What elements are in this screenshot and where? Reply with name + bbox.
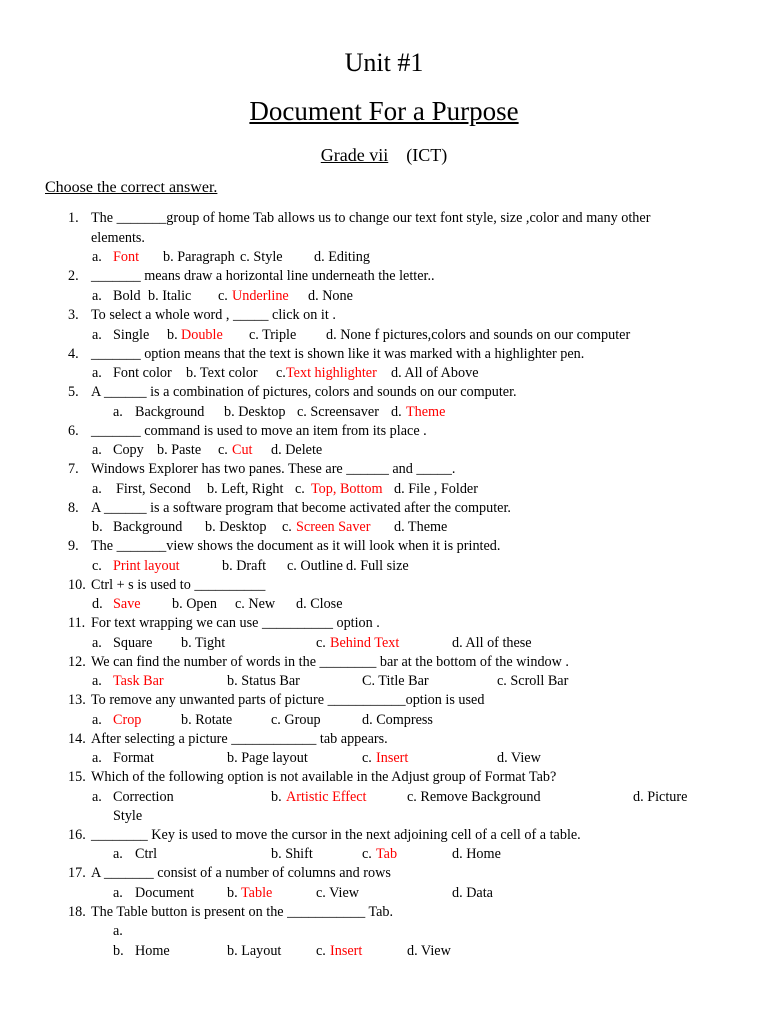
answer-option: Bold: [113, 288, 141, 304]
answer-option: d. Delete: [271, 442, 323, 458]
answer-option: c.: [362, 750, 372, 766]
answer-option: d. Editing: [314, 249, 370, 265]
answer-option: c. Remove Background: [407, 789, 541, 805]
option-label: a.: [92, 365, 102, 381]
correct-answer: Table: [241, 885, 273, 901]
question-number: 16.: [68, 827, 86, 843]
option-label: a.: [92, 327, 102, 343]
answer-option: b. Page layout: [227, 750, 308, 766]
question-number: 1.: [68, 210, 79, 226]
answer-option: c.: [218, 288, 228, 304]
answer-option: b. Left, Right: [207, 481, 284, 497]
subject-label: (ICT): [406, 145, 448, 165]
question-text: _______ option means that the text is shown like it was marked with a highlighter pen.: [91, 346, 585, 362]
answer-option: d. None: [308, 288, 353, 304]
answer-option: Background: [113, 519, 183, 535]
correct-answer: Crop: [113, 712, 142, 728]
option-label: a.: [92, 288, 102, 304]
answer-option: c.: [316, 635, 326, 651]
question-text: The _______group of home Tab allows us to change our text font style, size ,color and many other: [91, 210, 651, 226]
answer-option: c. Triple: [249, 327, 297, 343]
answer-option: Background: [135, 404, 205, 420]
question-text: Windows Explorer has two panes. These are ______ and _____.: [91, 461, 456, 477]
question-text: We can find the number of words in the ________ bar at the bottom of the window .: [91, 654, 569, 670]
answer-option: Ctrl: [135, 846, 158, 862]
answer-option: d. View: [407, 943, 451, 959]
answer-option: b. Layout: [227, 943, 282, 959]
answer-option: b. Text color: [186, 365, 258, 381]
answer-option: c. Group: [271, 712, 321, 728]
question-text: To select a whole word , _____ click on it .: [91, 307, 336, 323]
answer-option: c.: [316, 943, 326, 959]
question-number: 3.: [68, 307, 79, 323]
answer-option: c.: [276, 365, 286, 381]
question-text: To remove any unwanted parts of picture ___________option is used: [91, 692, 485, 708]
answer-option: Document: [135, 885, 195, 901]
option-label: b.: [113, 943, 124, 959]
correct-answer: Insert: [376, 750, 409, 766]
answer-option: b. Desktop: [205, 519, 267, 535]
instruction: Choose the correct answer.: [45, 179, 218, 196]
correct-answer: Double: [181, 327, 223, 343]
question-text: _______ command is used to move an item from its place .: [91, 423, 427, 439]
option-label: a.: [92, 789, 102, 805]
option-label: a.: [113, 923, 123, 939]
answer-option: b. Open: [172, 596, 217, 612]
answer-option: b. Status Bar: [227, 673, 300, 689]
correct-answer: Insert: [330, 943, 363, 959]
document-title: Document For a Purpose: [249, 96, 519, 126]
question-number: 7.: [68, 461, 79, 477]
question-text: For text wrapping we can use __________ option .: [91, 615, 380, 631]
question-text: ________ Key is used to move the cursor in the next adjoining cell of a cell of a table.: [91, 827, 581, 843]
question-text: A ______ is a software program that become activated after the computer.: [91, 500, 511, 516]
unit-heading: Unit #1: [344, 48, 424, 77]
option-label: a.: [113, 885, 123, 901]
answer-option: c. Outline: [287, 558, 343, 574]
correct-answer: Artistic Effect: [286, 789, 367, 805]
question-number: 14.: [68, 731, 86, 747]
answer-option: d. File , Folder: [394, 481, 478, 497]
correct-answer: Cut: [232, 442, 253, 458]
option-label: a.: [92, 750, 102, 766]
answer-option: C. Title Bar: [362, 673, 429, 689]
question-text: Ctrl + s is used to __________: [91, 577, 266, 593]
correct-answer: Underline: [232, 288, 289, 304]
answer-option: b. Italic: [148, 288, 192, 304]
correct-answer: Screen Saver: [296, 519, 371, 535]
answer-option: c. View: [316, 885, 360, 901]
answer-option: b. Tight: [181, 635, 226, 651]
answer-option: d. Data: [452, 885, 493, 901]
answer-option: Square: [113, 635, 153, 651]
answer-option: c. Style: [240, 249, 283, 265]
question-text: A _______ consist of a number of columns and rows: [91, 865, 391, 881]
correct-answer: Behind Text: [330, 635, 400, 651]
answer-option: c. New: [235, 596, 276, 612]
question-number: 15.: [68, 769, 86, 785]
answer-option: d. All of Above: [391, 365, 479, 381]
option-label: a.: [92, 249, 102, 265]
option-label: c.: [92, 558, 102, 574]
answer-option: Copy: [113, 442, 144, 458]
answer-option: d. None f pictures,colors and sounds on our computer: [326, 327, 631, 343]
answer-option: Correction: [113, 789, 174, 805]
answer-option: First, Second: [116, 481, 191, 497]
option-label: a.: [113, 404, 123, 420]
question-text: The Table button is present on the ___________ Tab.: [91, 904, 394, 920]
question-number: 17.: [68, 865, 86, 881]
option-label: a.: [92, 712, 102, 728]
question-text: Which of the following option is not available in the Adjust group of Format Tab?: [91, 769, 557, 785]
question-text: A ______ is a combination of pictures, colors and sounds on our computer.: [91, 384, 517, 400]
answer-option: d. Compress: [362, 712, 433, 728]
option-label: a.: [92, 635, 102, 651]
answer-option: d. Full size: [346, 558, 409, 574]
question-text: _______ means draw a horizontal line underneath the letter..: [91, 268, 435, 284]
answer-option: d. View: [497, 750, 541, 766]
correct-answer: Print layout: [113, 558, 180, 574]
question-text: The _______view shows the document as it will look when it is printed.: [91, 538, 501, 554]
answer-option: Font color: [113, 365, 172, 381]
grade-label: Grade vii: [320, 145, 389, 165]
correct-answer: Save: [113, 596, 141, 612]
option-label: a.: [92, 673, 102, 689]
answer-option: b.: [167, 327, 178, 343]
correct-answer: Task Bar: [113, 673, 164, 689]
answer-option: d. Picture: [633, 789, 688, 805]
answer-option: c.: [218, 442, 228, 458]
answer-option: b. Shift: [271, 846, 313, 862]
answer-option: b.: [227, 885, 238, 901]
answer-option: b. Paragraph: [163, 249, 235, 265]
question-number: 9.: [68, 538, 79, 554]
option-label: a.: [92, 481, 102, 497]
option-label: a.: [113, 846, 123, 862]
answer-option: b. Draft: [222, 558, 267, 574]
answer-option: c. Screensaver: [297, 404, 379, 420]
correct-answer: Text highlighter: [286, 365, 377, 381]
answer-option: c.: [362, 846, 372, 862]
question-text-continued: elements.: [91, 230, 145, 246]
question-number: 13.: [68, 692, 86, 708]
answer-option: d. Theme: [394, 519, 448, 535]
question-number: 4.: [68, 346, 79, 362]
correct-answer: Font: [113, 249, 140, 265]
answer-option: Format: [113, 750, 154, 766]
correct-answer: Theme: [406, 404, 446, 420]
question-number: 6.: [68, 423, 79, 439]
answer-option-continued: Style: [113, 808, 143, 824]
correct-answer: Top, Bottom: [311, 481, 383, 497]
answer-option: b. Paste: [157, 442, 202, 458]
question-text: After selecting a picture ____________ tab appears.: [91, 731, 388, 747]
question-number: 10.: [68, 577, 86, 593]
answer-option: b. Desktop: [224, 404, 286, 420]
answer-option: b.: [271, 789, 282, 805]
question-number: 18.: [68, 904, 86, 920]
question-number: 8.: [68, 500, 79, 516]
question-number: 12.: [68, 654, 86, 670]
answer-option: Single: [113, 327, 150, 343]
answer-option: d. Close: [296, 596, 343, 612]
answer-option: d.: [391, 404, 402, 420]
answer-option: c.: [282, 519, 292, 535]
option-label: d.: [92, 596, 103, 612]
answer-option: d. All of these: [452, 635, 532, 651]
grade-line: [0, 144, 768, 166]
question-number: 11.: [68, 615, 86, 631]
question-number: 5.: [68, 384, 79, 400]
answer-option: c.: [295, 481, 305, 497]
answer-option: c. Scroll Bar: [497, 673, 569, 689]
answer-option: b. Rotate: [181, 712, 233, 728]
option-label: a.: [92, 442, 102, 458]
question-number: 2.: [68, 268, 79, 284]
answer-option: d. Home: [452, 846, 501, 862]
correct-answer: Tab: [376, 846, 398, 862]
answer-option: Home: [135, 943, 170, 959]
option-label: b.: [92, 519, 103, 535]
